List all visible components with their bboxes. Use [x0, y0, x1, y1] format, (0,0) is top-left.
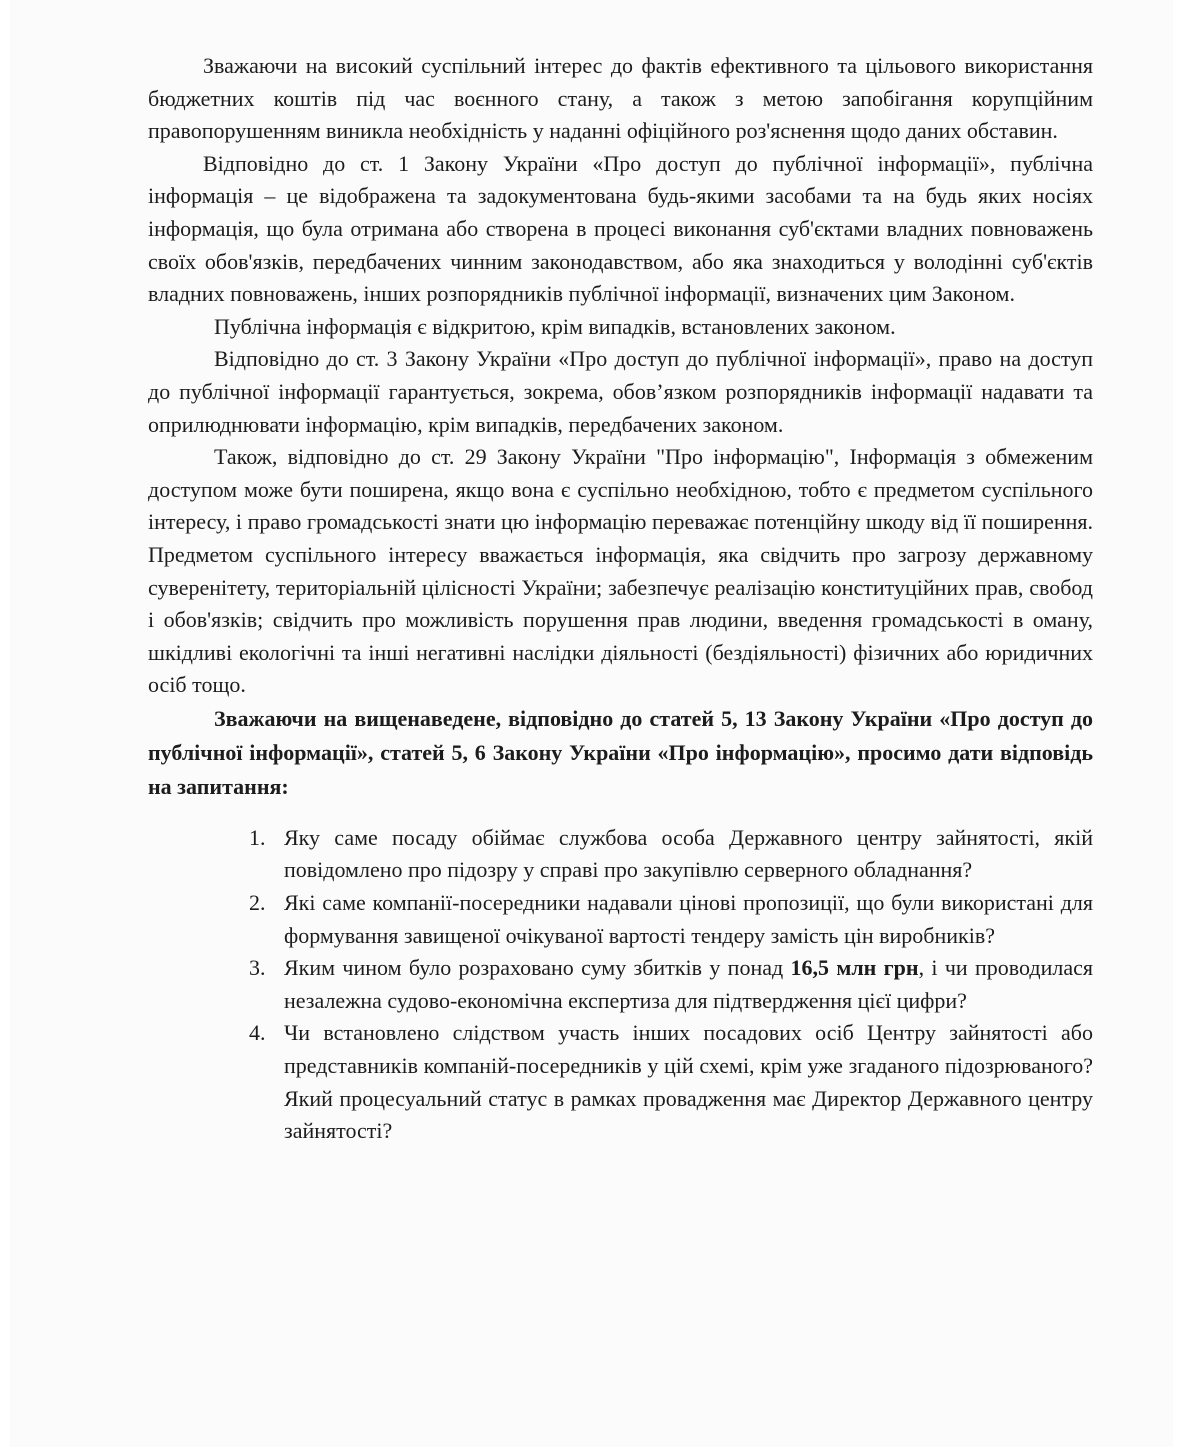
question-item — [148, 887, 1093, 952]
damage-amount: 16,5 млн грн — [790, 955, 919, 981]
question-item — [148, 952, 1093, 1017]
left-page-edge — [0, 0, 10, 1447]
question-item — [148, 822, 1093, 887]
paragraph-public-interest: Зважаючи на високий суспільний інтерес до фактів ефективного та цільового використання бюджетних коштів під час воєнного стану, а також з метою запобігання корупційним правопорушенням виникла необхідність у наданні офіційного роз'яснення щодо даних обставин. — [148, 53, 1093, 144]
question-text-before: Яким чином було розраховано суму збитків у понад — [284, 955, 791, 981]
question-number: 3. — [249, 955, 266, 981]
question-text: Які саме компанії-посередники надавали цінові пропозиції, що були використані для формування завищеної очікуваної вартості тендеру замість цін виробників? — [284, 890, 1093, 948]
questions-list — [148, 822, 1093, 1148]
section-spacer — [148, 804, 1093, 822]
paragraph-law-article-29: Також, відповідно до ст. 29 Закону України "Про інформацію", Інформація з обмеженим доступом може бути поширена, якщо вона є суспільно необхідною, тобто є предметом суспільного інтересу, і право громадськості знати цю інформацію переважає потенційну шкоду від її поширення. Предметом суспільного інтересу вважається інформація, яка свідчить про загрозу державному суверенітету, територіальній цілісності України; забезпечує реалізацію конституційних прав, свобод і обов'язків; свідчить про можливість порушення прав людини, введення громадськості в оману, шкідливі екологічні та інші негативні наслідки діяльності (бездіяльності) фізичних або юридичних осіб тощо. — [148, 444, 1093, 698]
question-number: 2. — [249, 890, 266, 916]
paragraph-law-article-1: Відповідно до ст. 1 Закону України «Про доступ до публічної інформації», публічна інформація – це відображена та задокументована будь-якими засобами та на будь яких носіях інформація, що була отримана або створена в процесі виконання суб'єктами владних повноважень своїх обов'язків, передбачених чинним законодавством, або яка знаходиться у володінні суб'єктів владних повноважень, інших розпорядників публічної інформації, визначених цим Законом. — [148, 150, 1093, 307]
paragraph-law-article-3: Відповідно до ст. 3 Закону України «Про доступ до публічної інформації», право на доступ до публічної інформації гарантується, зокрема, обов’язком розпорядників інформації надавати та оприлюднювати інформацію, крім випадків, передбачених законом. — [148, 346, 1093, 437]
paragraph-request: Зважаючи на вищенаведене, відповідно до статей 5, 13 Закону України «Про доступ до публічної інформації», статей 5, 6 Закону України «Про інформацію», просимо дати відповідь на запитання: — [148, 705, 1093, 799]
question-text: Яку саме посаду обіймає службова особа Державного центру зайнятості, якій повідомлено про підозру у справі про закупівлю серверного обладнання? — [284, 824, 1093, 883]
question-number: 4. — [249, 1020, 266, 1046]
right-page-edge — [1173, 0, 1179, 1447]
question-text: Чи встановлено слідством участь інших посадових осіб Центру зайнятості або представників компаній-посередників у цій схемі, крім уже згаданого підозрюваного? Який процесуальний статус в рамках провадження має Директор Державного центру зайнятості? — [284, 1020, 1093, 1144]
question-text-after: , і чи проводилася незалежна судово-економічна експертиза для підтвердження цієї цифри? — [284, 955, 1094, 1013]
paragraph-public-info-open: Публічна інформація є відкритою, крім випадків, встановлених законом. — [214, 313, 896, 339]
question-number: 1. — [249, 824, 266, 850]
question-item — [148, 1017, 1093, 1147]
